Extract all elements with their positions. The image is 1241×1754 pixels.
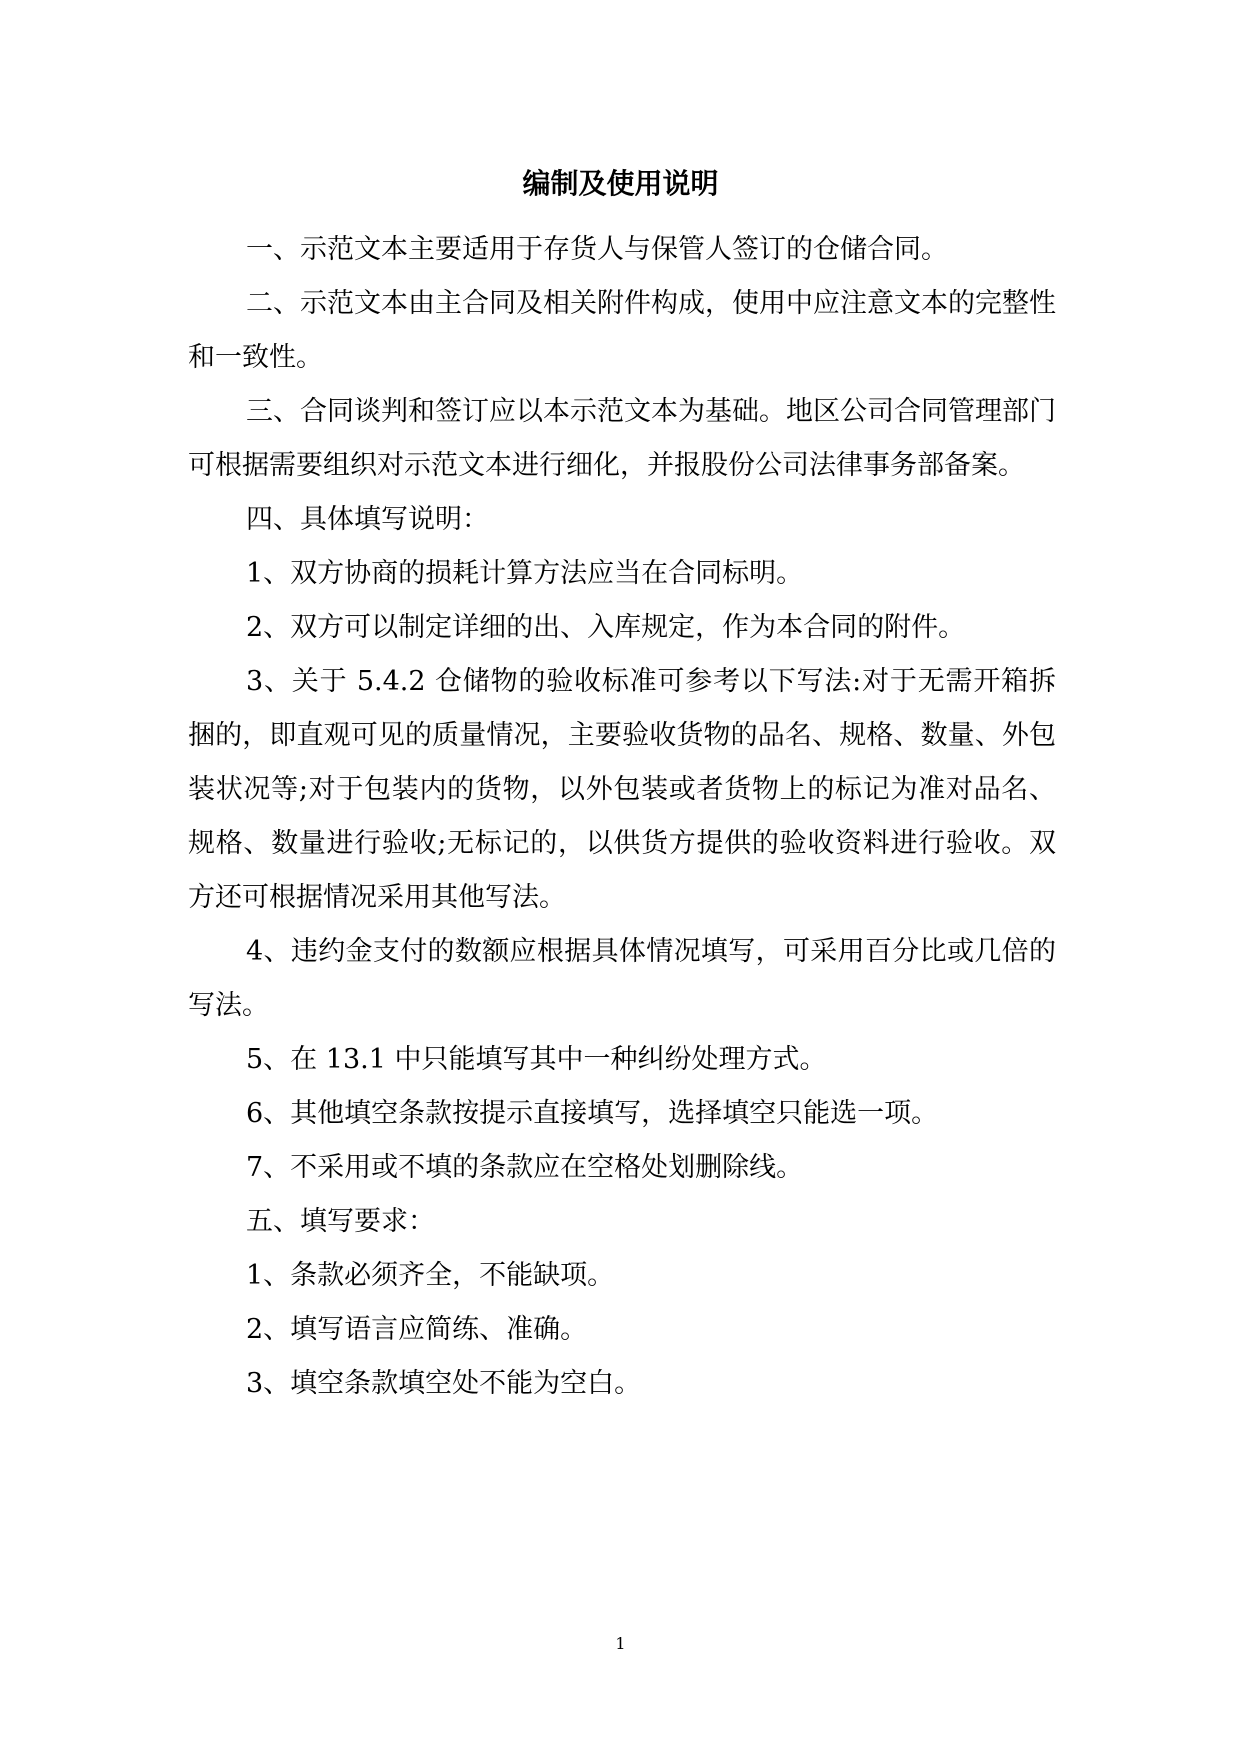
page-title: 编制及使用说明 [522, 167, 719, 200]
paragraph: 4、违约金支付的数额应根据具体情况填写，可采用百分比或几倍的写法。 [188, 936, 1056, 1021]
paragraph: 五、填写要求： [246, 1206, 435, 1237]
paragraph: 7、不采用或不填的条款应在空格处划删除线。 [246, 1152, 804, 1183]
document-body [188, 223, 1056, 1411]
paragraph: 6、其他填空条款按提示直接填写，选择填空只能选一项。 [246, 1098, 939, 1129]
paragraph: 1、条款必须齐全，不能缺项。 [246, 1260, 615, 1291]
paragraph: 2、填写语言应简练、准确。 [246, 1314, 588, 1345]
paragraph: 四、具体填写说明： [246, 504, 489, 535]
page-number: 1 [615, 1634, 626, 1653]
paragraph: 三、合同谈判和签订应以本示范文本为基础。地区公司合同管理部门可根据需要组织对示范文本进行细化，并报股份公司法律事务部备案。 [188, 396, 1056, 481]
paragraph: 5、在 13.1 中只能填写其中一种纠纷处理方式。 [246, 1044, 827, 1075]
paragraph: 一、示范文本主要适用于存货人与保管人签订的仓储合同。 [246, 234, 948, 265]
paragraph: 1、双方协商的损耗计算方法应当在合同标明。 [246, 558, 804, 589]
paragraph: 3、关于 5.4.2 仓储物的验收标准可参考以下写法:对于无需开箱拆捆的，即直观可见的质量情况，主要验收货物的品名、规格、数量、外包装状况等;对于包装内的货物，以外包装或者货物上的标记为准对品名、规格、数量进行验收;无标记的，以供货方提供的验收资料进行验收。双方还可根据情况采用其他写法。 [188, 666, 1056, 913]
paragraph: 二、示范文本由主合同及相关附件构成，使用中应注意文本的完整性和一致性。 [188, 288, 1056, 373]
paragraph: 3、填空条款填空处不能为空白。 [246, 1368, 642, 1399]
paragraph: 2、双方可以制定详细的出、入库规定，作为本合同的附件。 [246, 612, 966, 643]
